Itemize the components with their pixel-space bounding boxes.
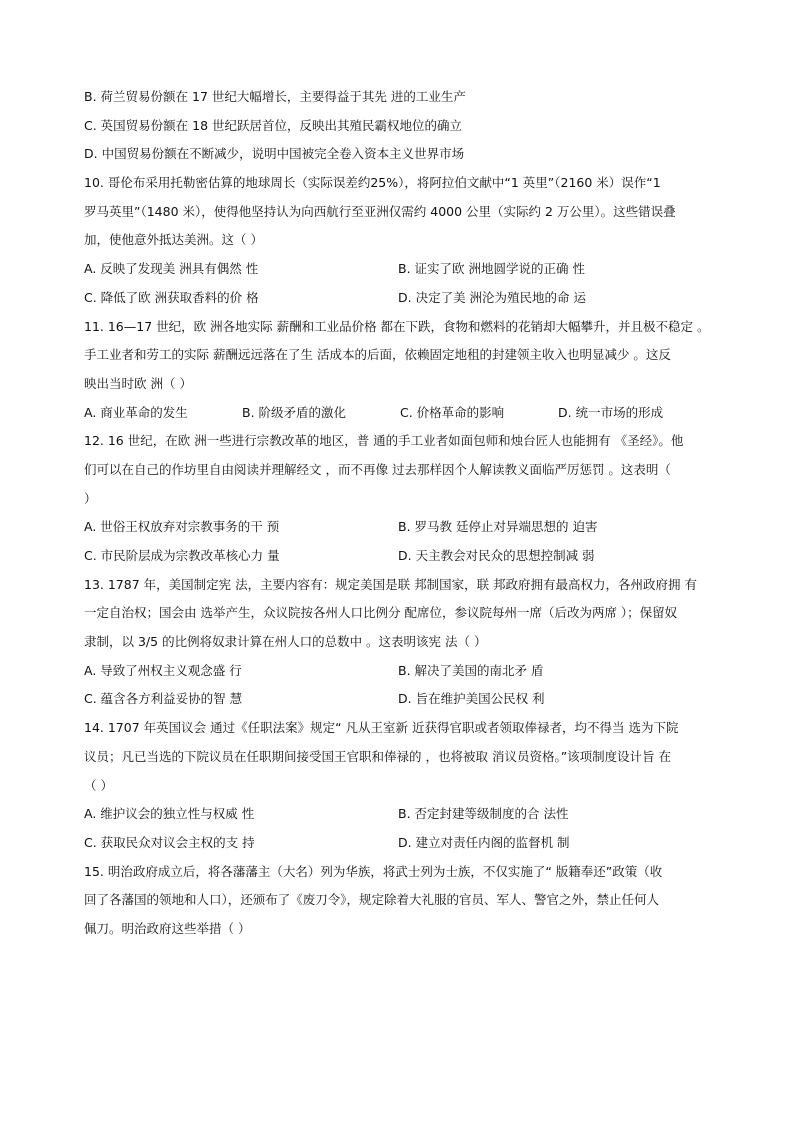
question-14-stem-line-2: 议员；凡已当选的下院议员在任职期间接受国王官职和俸禄的 ，也将被取 消议员资格。”该项制度设计旨 在	[84, 748, 672, 764]
question-11-stem-line-1: 11. 16—17 世纪，欧 洲各地实际 薪酬和工业品价格 都在下跌，食物和燃料的花销却大幅攀升，并且极不稳定 。	[84, 318, 710, 334]
question-13-stem-line-1: 13. 1787 年，美国制定宪 法，主要内容有：规定美国是联 邦制国家，联 邦政府拥有最高权力，各州政府拥 有	[84, 576, 698, 592]
option-14d: D. 建立对责任内阁的监督机 制	[398, 834, 570, 850]
option-10c: C. 降低了欧 洲获取香料的价 格	[84, 289, 259, 305]
question-10-options-row-1	[84, 260, 718, 289]
question-10-options-row-2	[84, 289, 718, 318]
option-10b: B. 证实了欧 洲地圆学说的正确 性	[398, 261, 585, 277]
option-11b: B. 阶级矛盾的激化	[242, 404, 347, 420]
question-12-options-row-2	[84, 547, 718, 576]
option-11d: D. 统一市场的形成	[558, 404, 664, 420]
option-9b: B. 荷兰贸易份额在 17 世纪大幅增长，主要得益于其先 进的工业生产	[84, 89, 466, 104]
option-12d: D. 天主教会对民众的思想控制减 弱	[398, 548, 595, 563]
question-13-stem-line-2: 一定自治权；国会由 选举产生，众议院按各州人口比例分 配席位，参议院每州一席（后改为两席 ）；保留奴	[84, 605, 678, 621]
option-10a: A. 反映了发现美 洲具有偶然 性	[84, 261, 259, 277]
question-15-stem-line-2: 回了各藩国的领地和人口），还颁布了《废刀令》，规定除着大礼服的官员、军人、警官之外，禁止任何人	[84, 892, 660, 908]
question-10-stem-line-1: 10. 哥伦布采用托勒密估算的地球周长（实际误差约25%），将阿拉伯文献中“1 英里”（2160 米）误作“1	[84, 175, 661, 191]
question-11-options-row	[84, 404, 718, 433]
option-10d: D. 决定了美 洲沦为殖民地的命 运	[398, 289, 587, 305]
question-content	[84, 88, 718, 949]
option-13c: C. 蕴含各方利益妥协的智 慧	[84, 691, 243, 707]
question-12-options-row-1	[84, 518, 718, 547]
option-13a: A. 导致了州权主义观念盛 行	[84, 662, 242, 678]
question-14-options-row-2	[84, 834, 718, 863]
question-13-stem-line-3: 隶制，以 3/5 的比例将奴隶计算在州人口的总数中 。这表明该宪 法（ ）	[84, 634, 487, 650]
question-14-stem-line-3: （ ）	[84, 777, 113, 793]
option-12a: A. 世俗王权放弃对宗教事务的干 预	[84, 519, 280, 535]
question-13-options-row-1	[84, 662, 718, 691]
question-10-stem-line-3: 加，使他意外抵达美洲。这（ ）	[84, 232, 263, 248]
question-13-options-row-2	[84, 690, 718, 719]
option-14a: A. 维护议会的独立性与权威 性	[84, 806, 255, 822]
question-10-stem-line-2: 罗马英里”（1480 米），使得他坚持认为向西航行至亚洲仅需约 4000 公里（实际约 2 万公里）。这些错误叠	[84, 203, 676, 219]
option-13b: B. 解决了美国的南北矛 盾	[398, 662, 544, 678]
question-11-stem-line-3: 映出当时欧 洲（ ）	[84, 375, 192, 391]
option-13d: D. 旨在维护美国公民权 利	[398, 691, 545, 707]
question-12-stem-line-2: 们可以在自己的作坊里自由阅读并理解经文 ，而不再像 过去那样因个人解读教义面临严厉惩罚 。这表明（	[84, 461, 671, 477]
question-12-stem-line-1: 12. 16 世纪，在欧 洲一些进行宗教改革的地区，普 通的手工业者如面包师和烛台匠人也能拥有 《圣经》。他	[84, 433, 684, 449]
option-9c: C. 英国贸易份额在 18 世纪跃居首位，反映出其殖民霸权地位的确立	[84, 117, 463, 133]
option-11a: A. 商业革命的发生	[84, 404, 188, 420]
option-12b: B. 罗马教 廷停止对异端思想的 迫害	[398, 519, 598, 535]
question-12-stem-line-3: ）	[84, 490, 97, 506]
option-11c: C. 价格革命的影响	[400, 404, 505, 420]
option-12c: C. 市民阶层成为宗教改革核心力 量	[84, 548, 280, 563]
question-15-stem-line-1: 15. 明治政府成立后，将各藩藩主（大名）列为华族，将武士列为士族，不仅实施了“ 版籍奉还”政策（收	[84, 863, 663, 879]
question-11-stem-line-2: 手工业者和劳工的实际 薪酬远远落在了生 活成本的后面，依赖固定地租的封建领主收入也明显减少 。这反	[84, 347, 671, 363]
question-14-stem-line-1: 14. 1707 年英国议会 通过《任职法案》规定“ 凡从王室新 近获得官职或者领取俸禄者，均不得当 选为下院	[84, 720, 679, 736]
question-15-stem-line-3: 佩刀。明治政府这些举措（ ）	[84, 920, 251, 936]
question-14-options-row-1	[84, 805, 718, 834]
option-9d: D. 中国贸易份额在不断减少，说明中国被完全卷入资本主义世界市场	[84, 146, 465, 162]
option-14b: B. 否定封建等级制度的合 法性	[398, 806, 569, 822]
option-14c: C. 获取民众对议会主权的支 持	[84, 834, 255, 850]
